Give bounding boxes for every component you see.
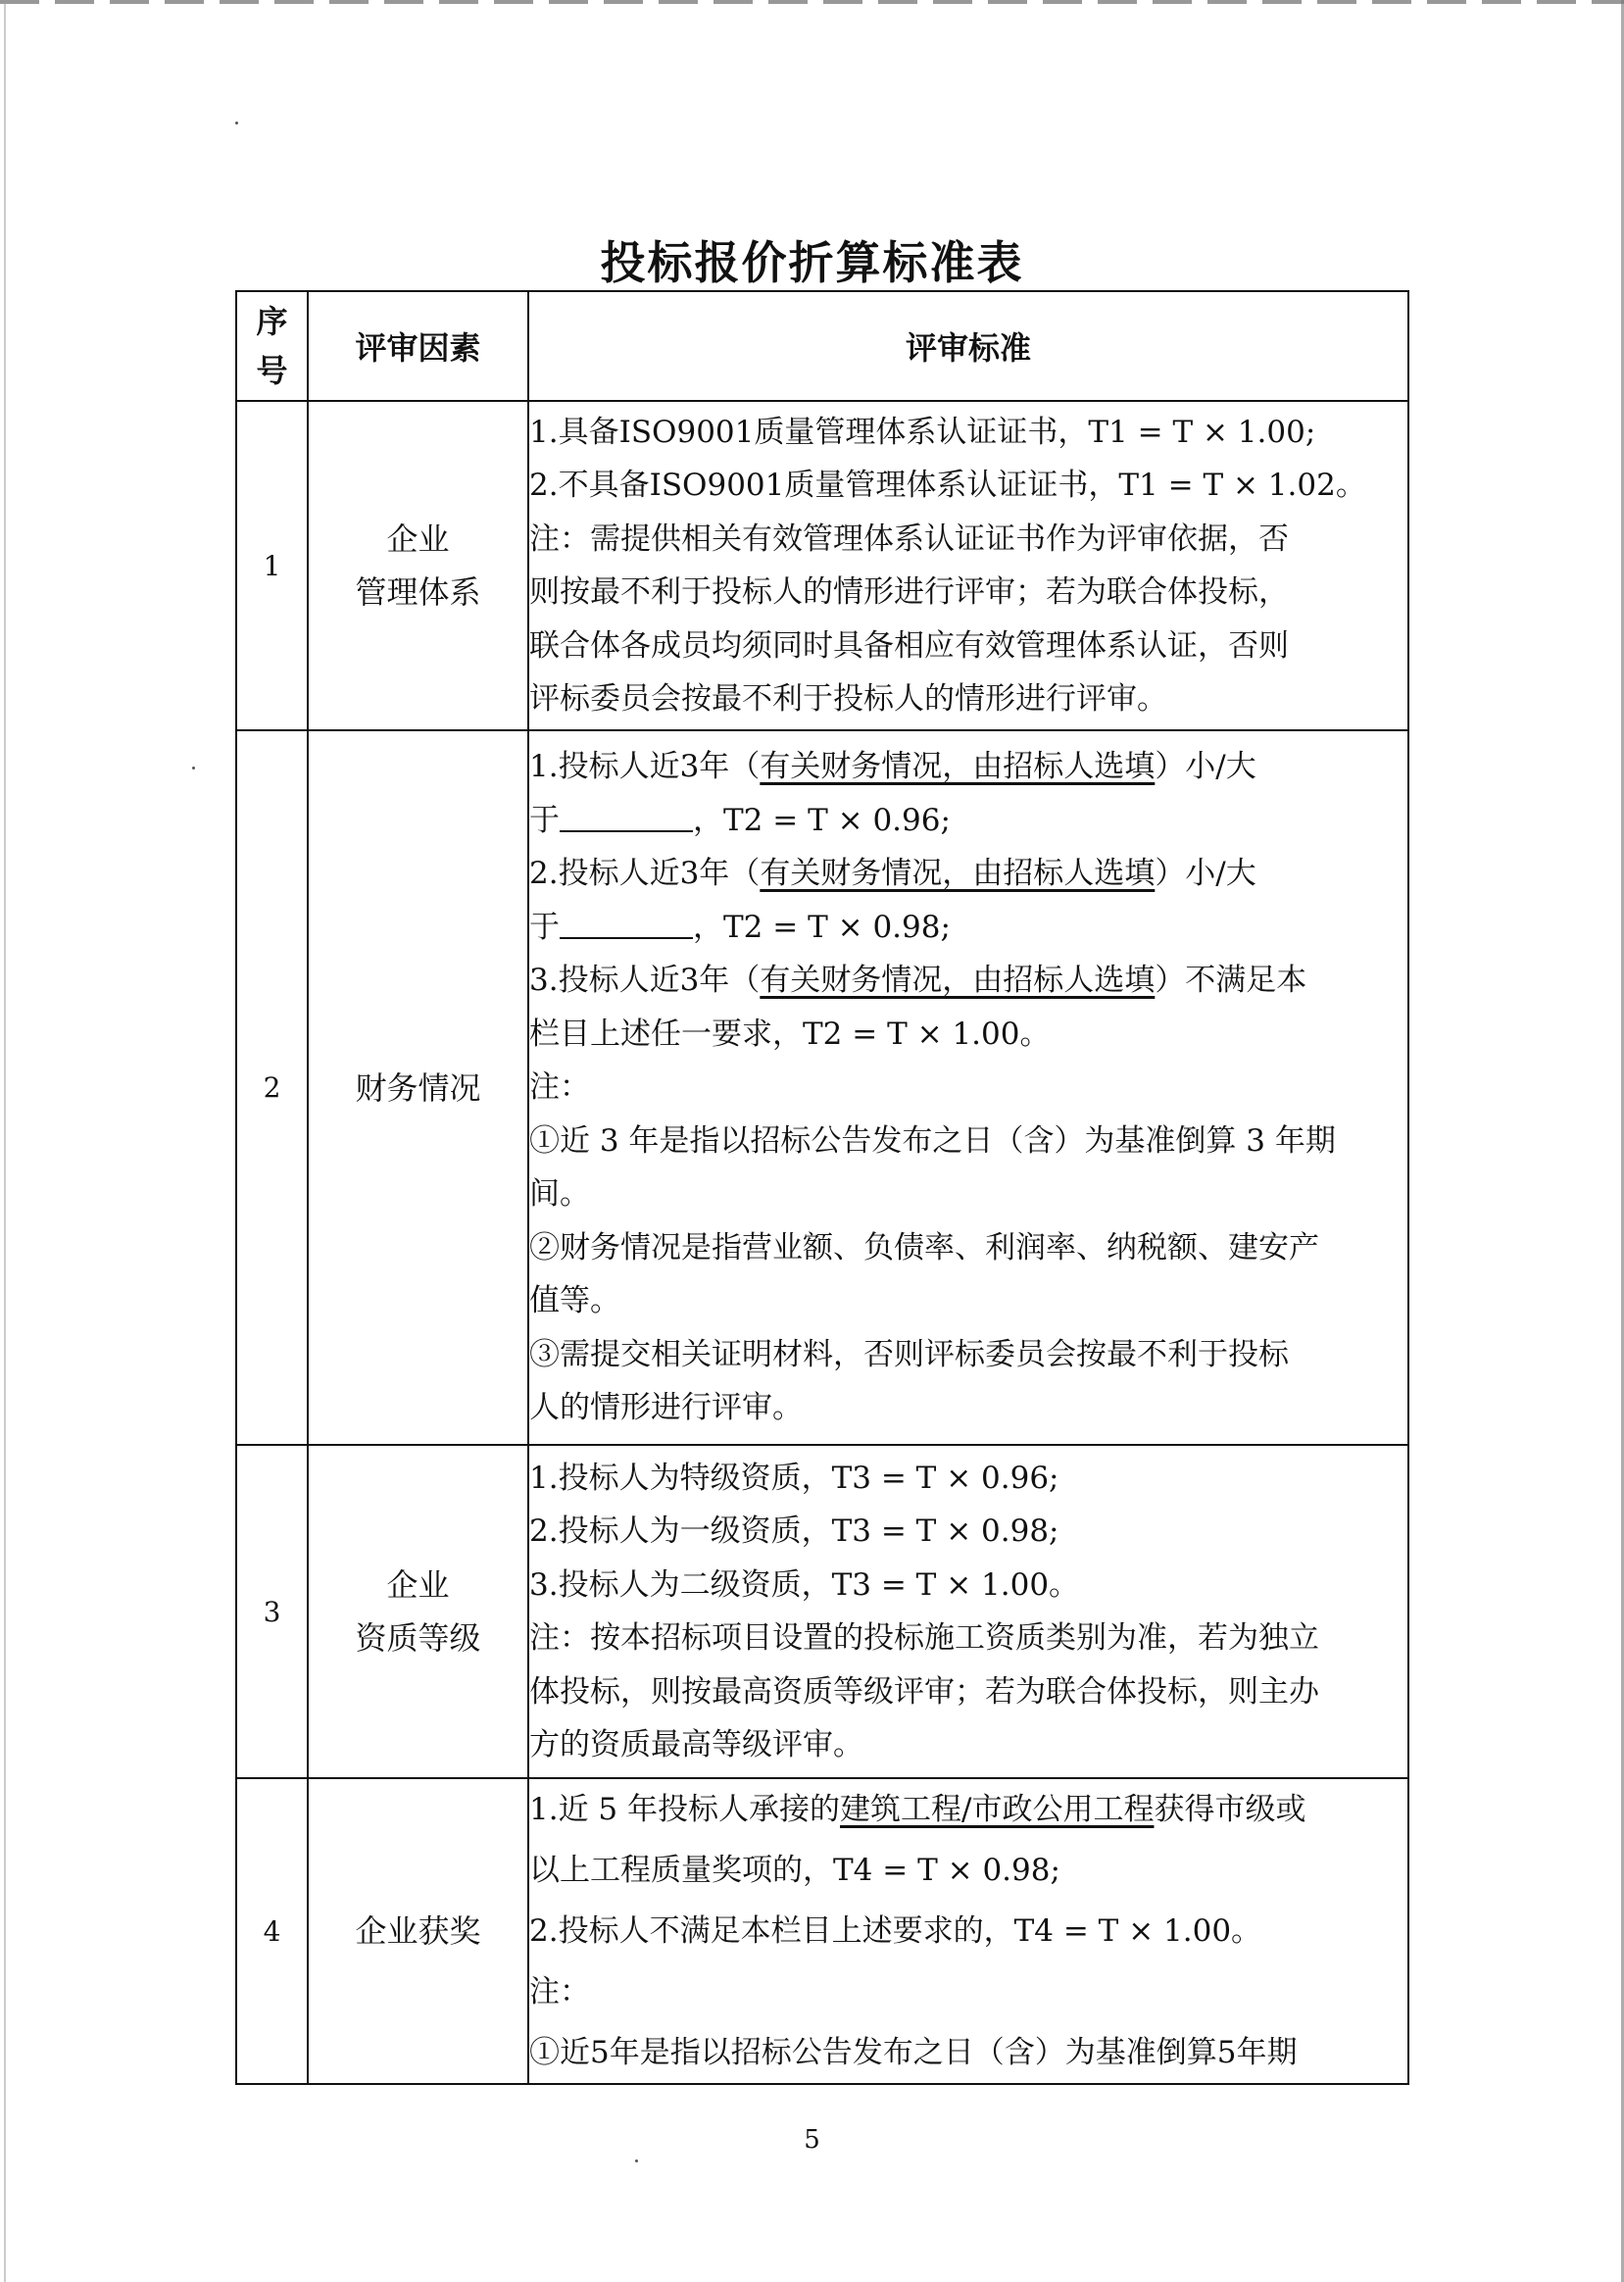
criteria-line bbox=[529, 1008, 1407, 1062]
criteria-text: 1.投标人近3年（ bbox=[529, 749, 761, 785]
criteria-line bbox=[529, 1381, 1407, 1435]
header-factor: 评审因素 bbox=[308, 291, 528, 401]
criteria-line bbox=[529, 1061, 1407, 1115]
underlined-text: 有关财务情况，由招标人选填 bbox=[760, 749, 1156, 785]
criteria-line bbox=[529, 794, 1407, 848]
row-factor bbox=[308, 730, 528, 1445]
criteria-line bbox=[529, 954, 1407, 1008]
criteria-line bbox=[529, 1961, 1407, 2022]
scoring-table bbox=[235, 290, 1409, 2085]
criteria-line bbox=[529, 1718, 1407, 1772]
criteria-line bbox=[529, 1328, 1407, 1382]
criteria-line bbox=[529, 672, 1407, 726]
row-criteria bbox=[528, 730, 1408, 1445]
criteria-text: ，T2 = T × 0.96; bbox=[693, 802, 951, 838]
header-criteria: 评审标准 bbox=[528, 291, 1408, 401]
row-factor bbox=[308, 1445, 528, 1778]
table-header-row bbox=[236, 291, 1408, 401]
row-seq: 2 bbox=[236, 730, 308, 1445]
criteria-text: 于 bbox=[529, 909, 560, 945]
header-seq bbox=[236, 291, 308, 401]
row-factor-line: 企业 bbox=[386, 521, 450, 558]
criteria-text: 1.投标人为特级资质，T3 = T × 0.96; bbox=[529, 1460, 1059, 1496]
criteria-text: 2.不具备ISO9001质量管理体系认证证书，T1 = T × 1.02。 bbox=[529, 468, 1366, 503]
row-seq: 3 bbox=[236, 1445, 308, 1778]
row-seq: 4 bbox=[236, 1778, 308, 2084]
criteria-line bbox=[529, 1221, 1407, 1275]
criteria-line bbox=[529, 1840, 1407, 1901]
row-factor-line: 企业 bbox=[386, 1566, 450, 1604]
criteria-line bbox=[529, 2022, 1407, 2083]
row-criteria bbox=[528, 1445, 1408, 1778]
criteria-line bbox=[529, 1901, 1407, 1961]
table-row bbox=[236, 401, 1408, 730]
criteria-text: 1.具备ISO9001质量管理体系认证证书，T1 = T × 1.00; bbox=[529, 414, 1316, 450]
criteria-text: ）小/大 bbox=[1155, 749, 1256, 785]
scan-top-rule bbox=[0, 0, 1624, 4]
underlined-text: 建筑工程/市政公用工程 bbox=[840, 1792, 1155, 1827]
criteria-text: 2.投标人为一级资质，T3 = T × 0.98; bbox=[529, 1513, 1059, 1549]
criteria-line bbox=[529, 620, 1407, 673]
criteria-line bbox=[529, 847, 1407, 901]
criteria-text: 人的情形进行评审。 bbox=[529, 1390, 803, 1426]
header-seq-char: 序 bbox=[256, 303, 288, 340]
row-factor-line: 财务情况 bbox=[355, 1068, 481, 1107]
criteria-text: ①近5年是指以招标公告发布之日（含）为基准倒算5年期 bbox=[529, 2035, 1298, 2070]
criteria-line bbox=[529, 1612, 1407, 1665]
scan-speck bbox=[235, 122, 238, 124]
criteria-text: 注： bbox=[529, 1069, 590, 1106]
criteria-text: 注：按本招标项目设置的投标施工资质类别为准，若为独立 bbox=[529, 1620, 1319, 1656]
criteria-text: 则按最不利于投标人的情形进行评审；若为联合体投标， bbox=[529, 574, 1289, 610]
criteria-text: ）小/大 bbox=[1155, 856, 1256, 892]
row-factor-line: 资质等级 bbox=[355, 1619, 481, 1657]
criteria-text: 值等。 bbox=[529, 1283, 620, 1319]
criteria-line bbox=[529, 1665, 1407, 1719]
criteria-line bbox=[529, 1274, 1407, 1328]
criteria-line bbox=[529, 1505, 1407, 1559]
criteria-line bbox=[529, 901, 1407, 955]
criteria-line bbox=[529, 459, 1407, 513]
criteria-line bbox=[529, 1779, 1407, 1840]
fill-in-blank bbox=[560, 908, 693, 939]
header-seq-char: 号 bbox=[256, 352, 288, 389]
criteria-line bbox=[529, 740, 1407, 794]
criteria-text: 联合体各成员均须同时具备相应有效管理体系认证，否则 bbox=[529, 627, 1289, 664]
criteria-text: ③需提交相关证明材料，否则评标委员会按最不利于投标 bbox=[529, 1336, 1289, 1372]
criteria-text: 注： bbox=[529, 1974, 590, 2009]
criteria-text: 评标委员会按最不利于投标人的情形进行评审。 bbox=[529, 681, 1167, 717]
criteria-text: 于 bbox=[529, 802, 560, 838]
criteria-text: ①近 3 年是指以招标公告发布之日（含）为基准倒算 3 年期 bbox=[529, 1122, 1336, 1159]
criteria-text: 3.投标人近3年（ bbox=[529, 963, 761, 999]
criteria-text: 体投标，则按最高资质等级评审；若为联合体投标，则主办 bbox=[529, 1673, 1319, 1710]
criteria-line bbox=[529, 1167, 1407, 1221]
criteria-text: 以上工程质量奖项的，T4 = T × 0.98; bbox=[529, 1853, 1060, 1888]
criteria-line bbox=[529, 566, 1407, 620]
row-criteria bbox=[528, 1778, 1408, 2084]
row-factor-line: 管理体系 bbox=[355, 573, 481, 611]
underlined-text: 有关财务情况，由招标人选填 bbox=[760, 856, 1156, 892]
criteria-line bbox=[529, 513, 1407, 567]
scan-left-edge bbox=[4, 0, 6, 2282]
table-row bbox=[236, 730, 1408, 1445]
underlined-text: 有关财务情况，由招标人选填 bbox=[760, 963, 1156, 999]
row-factor bbox=[308, 1778, 528, 2084]
criteria-line bbox=[529, 406, 1407, 460]
scan-speck bbox=[635, 2159, 638, 2162]
criteria-text: 2.投标人近3年（ bbox=[529, 856, 761, 892]
table-row bbox=[236, 1445, 1408, 1778]
criteria-text: ②财务情况是指营业额、负债率、利润率、纳税额、建安产 bbox=[529, 1229, 1319, 1265]
table-row bbox=[236, 1778, 1408, 2084]
criteria-text: ，T2 = T × 0.98; bbox=[693, 909, 951, 945]
criteria-text: 方的资质最高等级评审。 bbox=[529, 1727, 863, 1762]
criteria-text: ）不满足本 bbox=[1155, 963, 1307, 999]
row-factor bbox=[308, 401, 528, 730]
scan-speck bbox=[192, 767, 195, 769]
criteria-line bbox=[529, 1559, 1407, 1612]
criteria-text: 2.投标人不满足本栏目上述要求的，T4 = T × 1.00。 bbox=[529, 1913, 1262, 1949]
criteria-text: 1.近 5 年投标人承接的 bbox=[529, 1792, 841, 1827]
criteria-text: 3.投标人为二级资质，T3 = T × 1.00。 bbox=[529, 1566, 1080, 1603]
criteria-line bbox=[529, 1115, 1407, 1168]
criteria-text: 注：需提供相关有效管理体系认证证书作为评审依据，否 bbox=[529, 521, 1289, 557]
fill-in-blank bbox=[560, 801, 693, 832]
page-number: 5 bbox=[804, 2125, 820, 2155]
criteria-text: 间。 bbox=[529, 1176, 590, 1213]
row-seq: 1 bbox=[236, 401, 308, 730]
criteria-line bbox=[529, 1452, 1407, 1506]
criteria-text: 栏目上述任一要求，T2 = T × 1.00。 bbox=[529, 1016, 1051, 1052]
criteria-text: 获得市级或 bbox=[1154, 1792, 1306, 1827]
row-factor-line: 企业获奖 bbox=[355, 1912, 481, 1950]
document-title: 投标报价折算标准表 bbox=[600, 236, 1024, 289]
row-criteria bbox=[528, 401, 1408, 730]
